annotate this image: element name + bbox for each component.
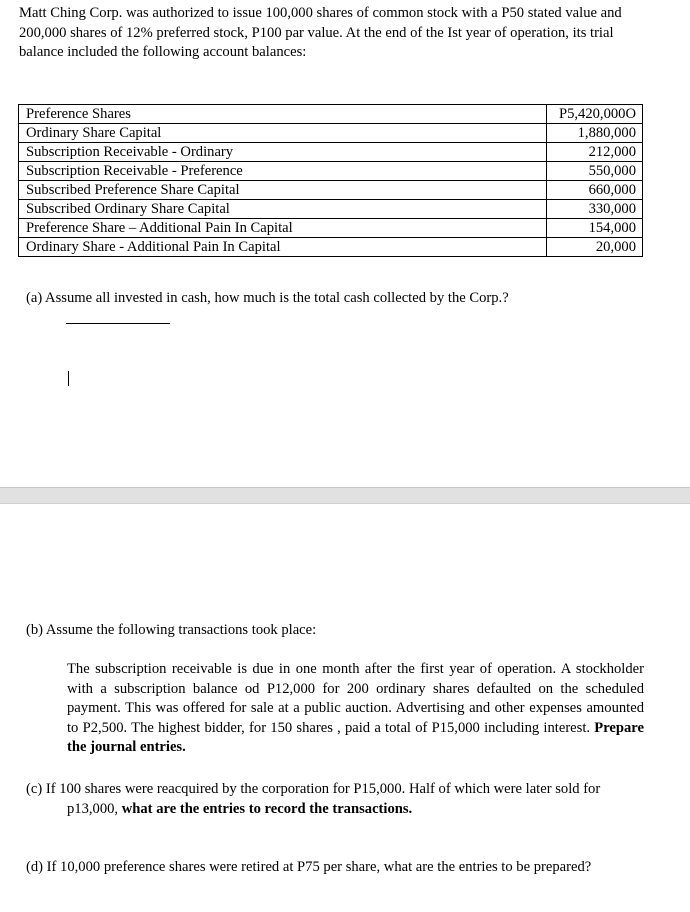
question-b-instruction: Prepare the journal entries. <box>67 719 644 755</box>
answer-blank-line[interactable] <box>66 323 170 324</box>
question-c-text: (c) If 100 shares were reacquired by the corporation for P15,000. Half of which were later sold for p13,000, <box>26 781 601 817</box>
account-amount: 212,000 <box>547 143 643 162</box>
trial-balance-table <box>18 104 643 257</box>
account-amount: 1,880,000 <box>547 124 643 143</box>
account-amount: 154,000 <box>547 219 643 238</box>
account-name: Subscription Receivable - Ordinary <box>19 143 547 162</box>
question-a: (a) Assume all invested in cash, how much is the total cash collected by the Corp.? <box>26 290 509 306</box>
question-c <box>26 780 636 819</box>
problem-intro: Matt Ching Corp. was authorized to issue 100,000 shares of common stock with a P50 stated value and 200,000 shares of 12% preferred stock, P100 par value. At the end of the Ist year of operation, its trial balance included the following account balances: <box>19 5 622 60</box>
question-d: (d) If 10,000 preference shares were retired at P75 per share, what are the entries to be prepared? <box>26 859 592 875</box>
account-name: Preference Share – Additional Pain In Capital <box>19 219 547 238</box>
page-break-gap <box>0 487 690 504</box>
account-amount: 20,000 <box>547 238 643 257</box>
account-name: Preference Shares <box>19 105 547 124</box>
account-amount: P5,420,000O <box>547 105 643 124</box>
table-row <box>19 219 643 238</box>
question-c-body <box>26 780 636 819</box>
account-name: Ordinary Share - Additional Pain In Capital <box>19 238 547 257</box>
table-row <box>19 143 643 162</box>
account-name: Subscribed Preference Share Capital <box>19 181 547 200</box>
account-name: Subscribed Ordinary Share Capital <box>19 200 547 219</box>
table-row <box>19 238 643 257</box>
account-name: Ordinary Share Capital <box>19 124 547 143</box>
question-c-instruction: what are the entries to record the transactions. <box>121 800 413 817</box>
question-b-paragraph <box>67 660 644 758</box>
account-amount: 550,000 <box>547 162 643 181</box>
text-cursor <box>68 371 69 386</box>
question-b: (b) Assume the following transactions took place: <box>26 622 317 638</box>
table-row <box>19 181 643 200</box>
account-amount: 660,000 <box>547 181 643 200</box>
question-b-text: The subscription receivable is due in one month after the first year of operation. A stockholder with a subscription balance od P12,000 for 200 ordinary shares defaulted on the scheduled payment. This was offered for sale at a public auction. Advertising and other expenses amounted to P2,500. The highest bidder, for 150 shares , paid a total of P15,000 including interest. <box>67 661 644 736</box>
account-amount: 330,000 <box>547 200 643 219</box>
table-row <box>19 200 643 219</box>
table-row <box>19 124 643 143</box>
table-row <box>19 105 643 124</box>
account-name: Subscription Receivable - Preference <box>19 162 547 181</box>
table-row <box>19 162 643 181</box>
